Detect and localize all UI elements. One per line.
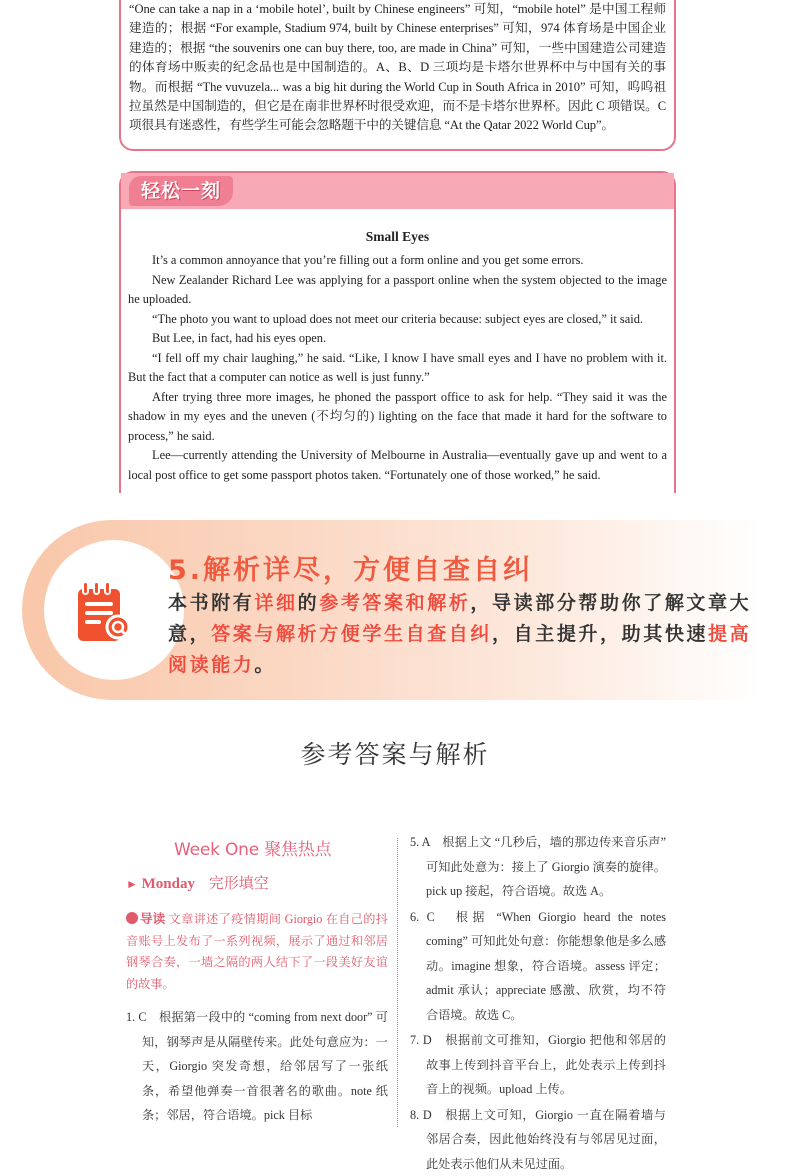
banner-text-highlight: 详细 [254,592,297,614]
story-title: Small Eyes [128,229,667,245]
banner-text-highlight: 答案与解析方便学生自查自纠 [211,623,492,645]
story-paragraph: But Lee, in fact, had his eyes open. [128,329,667,349]
story-paragraph: New Zealander Richard Lee was applying for a passport online when the system objected to the image he uploaded. [128,271,667,310]
answer-item: 1. C 根据第一段中的 “coming from next door” 可知，钢琴声是从隔壁传来。此处句意应为：一天，Giorgio 突发奇想，给邻居写了一张纸条，希望他弹奏一首很著名的歌曲。note 纸条；邻居，符合语境。pick 目标 [126,1005,388,1128]
banner-title: 5.解析详尽，方便自查自纠 [168,548,533,587]
guide-icon [126,912,138,924]
banner-text-part: 。 [254,654,276,676]
answer-item: 5. A 根据上文 “几秒后，墙的那边传来音乐声” 可知此处意为：接上了 Giorgio 演奏的旋律。pick up 接起，符合语境。故选 A。 [410,830,666,904]
week-title: Week One 聚焦热点 [174,835,388,860]
answer-item: 8. D 根据上文可知，Giorgio 一直在隔着墙与邻居合奏，因此他始终没有与邻居见过面，此处表示他们从未见过面。 [410,1103,666,1176]
monday-subtitle: 完形填空 [209,876,269,892]
answer-page-left-column [126,830,388,1128]
story-paragraph: “The photo you want to upload does not meet our criteria because: subject eyes are closed,” it said. [128,310,667,330]
relax-card-header [121,173,674,209]
banner-text-highlight: 提高阅读能力 [168,623,751,676]
answer-explanation-text: “One can take a nap in a ‘mobile hotel’, built by Chinese engineers” 可知，“mobile hotel” 是中国工程师建造的；根据 “For example, Stadium 974, built by Chinese enterprises” 可知，974 体育场是中国企业建造的；根据 “the souvenirs one can buy there, too, are made in China” 可知，一些中国建造公司建造的体育场中贩卖的纪念品也是中国制造的。A、B、D 三项均是卡塔尔世界杯中与中国有关的事物。而根据 “The vuvuzela... was a big hit during the World Cup in South Africa in 2010” 可知，呜呜祖拉虽然是中国制造的，但它是在南非世界杯时很受欢迎，而不是卡塔尔世界杯。因此 C 项错误。C 项很具有迷惑性，有些学生可能会忽略题干中的关键信息 “At the Qatar 2022 World Cup”。 [129,0,666,136]
answer-item: 6. C 根据 “When Giorgio heard the notes coming” 可知此处句意：你能想象他是多么感动。imagine 想象，符合语境。assess 评定；admit 承认；appreciate 感激、欣赏，均不符合语境。故选 C。 [410,905,666,1028]
banner-text-part: ，导读部分帮助你了解文章大意， [168,592,751,645]
answer-explanation-box [119,0,676,151]
reading-guide [126,909,388,995]
monday-label: Monday [142,876,195,892]
triangle-right-icon: ► [126,877,138,891]
answer-item: 7. D 根据前文可推知，Giorgio 把他和邻居的故事上传到抖音平台上，此处表示上传到抖音上的视频。upload 上传。 [410,1028,666,1102]
banner-text-part: 的 [298,592,320,614]
banner-text-part: ，自主提升，助其快速 [492,623,708,645]
guide-text: 文章讲述了疫情期间 Giorgio 在自己的抖音账号上发布了一系列视频，展示了通过和邻居钢琴合奏，一墙之隔的两人结下了一段美好友谊的故事。 [126,912,388,991]
guide-badge-label: 导读 [140,912,165,926]
document-search-icon [74,580,136,646]
answer-page-right-column [410,830,666,1176]
relax-label: 轻松一刻 [129,176,233,206]
story-paragraph: “I fell off my chair laughing,” he said. “Like, I know I have small eyes and I have no problem with it. But the fact that a computer can notice as well is just funny.” [128,349,667,388]
relax-story [121,209,674,485]
guide-badge [126,909,165,931]
banner-text-part: 本书附有 [168,592,254,614]
banner-description [168,588,758,681]
story-paragraph: Lee—currently attending the University of Melbourne in Australia—eventually gave up and went to a local post office to get some passport photos taken. “Fortunately one of those worked,” he said. [128,446,667,485]
story-paragraph: After trying three more images, he phoned the passport office to ask for help. “They said it was the shadow in my eyes and the uneven (不均匀的) lighting on the face that made it hard for the software to process,” he said. [128,388,667,447]
relax-card [119,171,676,493]
column-divider [397,838,398,1127]
monday-heading [126,872,388,893]
story-paragraph: It’s a common annoyance that you’re filling out a form online and you get some errors. [128,251,667,271]
banner-text-highlight: 参考答案和解析 [319,592,470,614]
section-heading: 参考答案与解析 [0,735,790,771]
